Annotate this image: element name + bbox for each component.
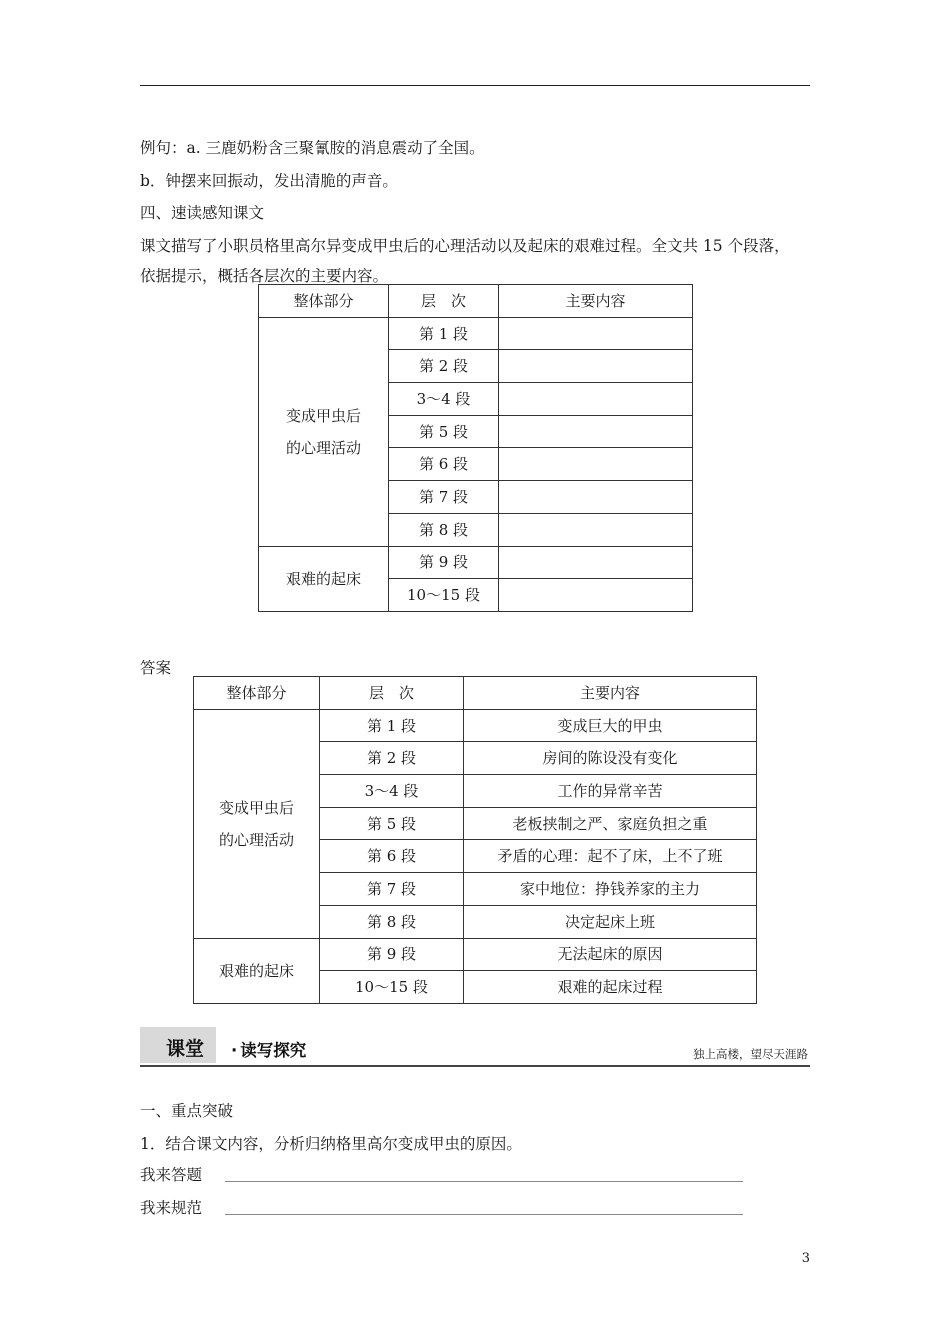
- answer-cell: 老板挟制之严、家庭负担之重: [464, 807, 757, 840]
- table-header-row: [259, 285, 693, 318]
- table-row: [259, 317, 693, 350]
- answer-cell: 房间的陈设没有变化: [464, 742, 757, 775]
- header-cell: 主要内容: [464, 677, 757, 710]
- level-cell: 第 7 段: [320, 873, 464, 906]
- table-row: [194, 938, 757, 971]
- group-label-cell: [194, 709, 320, 938]
- level-cell: 第 2 段: [320, 742, 464, 775]
- banner-motto: 独上高楼，望尽天涯路: [693, 1047, 808, 1061]
- group-label-line: 变成甲虫后: [285, 406, 361, 425]
- level-cell: 3～4 段: [320, 775, 464, 808]
- example-sentence-b: b．钟摆来回振动，发出清脆的声音。: [140, 172, 398, 190]
- section-banner: [140, 1027, 810, 1069]
- blank-answer-cell[interactable]: [499, 415, 693, 448]
- banner-title: 课堂: [166, 1038, 205, 1060]
- my-answer-label: 我来答题: [140, 1166, 203, 1184]
- banner-subtitle: [228, 1037, 306, 1061]
- level-cell: 第 6 段: [389, 448, 499, 481]
- group-label-line: 的心理活动: [285, 438, 361, 457]
- group-label-cell: [259, 317, 389, 546]
- answer-cell: 无法起床的原因: [464, 938, 757, 971]
- section-description-line-1: 课文描写了小职员格里高尔异变成甲虫后的心理活动以及起床的艰难过程。全文共 15 个段落，: [140, 237, 790, 255]
- table-header-row: [194, 677, 757, 710]
- header-cell: 主要内容: [499, 285, 693, 318]
- level-cell: 第 9 段: [389, 546, 499, 579]
- group-label-line: 变成甲虫后: [218, 798, 294, 817]
- answer-cell: 矛盾的心理：起不了床，上不了班: [464, 840, 757, 873]
- header-cell: 整体部分: [259, 285, 389, 318]
- exercise-table: [258, 284, 693, 612]
- level-cell: 第 5 段: [389, 415, 499, 448]
- answer-cell: 决定起床上班: [464, 905, 757, 938]
- norm-blank-line[interactable]: [225, 1214, 743, 1215]
- table-row: [194, 709, 757, 742]
- level-cell: 第 9 段: [320, 938, 464, 971]
- answer-table: [193, 676, 757, 1004]
- level-cell: 第 2 段: [389, 350, 499, 383]
- question-1: 1．结合课文内容，分析归纳格里高尔变成甲虫的原因。: [140, 1135, 522, 1153]
- banner-subtitle-text: 读写探究: [240, 1041, 307, 1060]
- page-number: 3: [801, 1251, 810, 1266]
- blank-answer-cell[interactable]: [499, 579, 693, 612]
- level-cell: 10～15 段: [389, 579, 499, 612]
- level-cell: 第 1 段: [320, 709, 464, 742]
- blank-answer-cell[interactable]: [499, 383, 693, 416]
- blank-answer-cell[interactable]: [499, 546, 693, 579]
- level-cell: 第 7 段: [389, 481, 499, 514]
- answer-blank-line[interactable]: [225, 1181, 743, 1182]
- level-cell: 3～4 段: [389, 383, 499, 416]
- answer-cell: 家中地位：挣钱养家的主力: [464, 873, 757, 906]
- blank-answer-cell[interactable]: [499, 350, 693, 383]
- section-heading-1: 一、重点突破: [140, 1102, 234, 1120]
- header-cell: 层 次: [389, 285, 499, 318]
- answer-cell: 变成巨大的甲虫: [464, 709, 757, 742]
- answer-heading: 答案: [140, 659, 172, 677]
- blank-answer-cell[interactable]: [499, 448, 693, 481]
- level-cell: 10～15 段: [320, 971, 464, 1004]
- header-cell: 层 次: [320, 677, 464, 710]
- my-norm-label: 我来规范: [140, 1199, 203, 1217]
- group-label-cell: 艰难的起床: [259, 546, 389, 611]
- answer-cell: 艰难的起床过程: [464, 971, 757, 1004]
- banner-separator: ·: [231, 1041, 238, 1060]
- table-row: [259, 546, 693, 579]
- header-rule: [140, 85, 810, 86]
- level-cell: 第 5 段: [320, 807, 464, 840]
- group-label-cell: 艰难的起床: [194, 938, 320, 1003]
- blank-answer-cell[interactable]: [499, 481, 693, 514]
- group-label-line: 的心理活动: [218, 830, 294, 849]
- header-cell: 整体部分: [194, 677, 320, 710]
- level-cell: 第 8 段: [389, 513, 499, 546]
- answer-cell: 工作的异常辛苦: [464, 775, 757, 808]
- level-cell: 第 8 段: [320, 905, 464, 938]
- example-sentence-a: 例句：a. 三鹿奶粉含三聚氰胺的消息震动了全国。: [140, 139, 485, 157]
- level-cell: 第 1 段: [389, 317, 499, 350]
- blank-answer-cell[interactable]: [499, 513, 693, 546]
- section-heading-4: 四、速读感知课文: [140, 204, 265, 222]
- level-cell: 第 6 段: [320, 840, 464, 873]
- section-description-line-2: 依据提示，概括各层次的主要内容。: [140, 267, 389, 285]
- banner-rule: [140, 1065, 810, 1067]
- blank-answer-cell[interactable]: [499, 317, 693, 350]
